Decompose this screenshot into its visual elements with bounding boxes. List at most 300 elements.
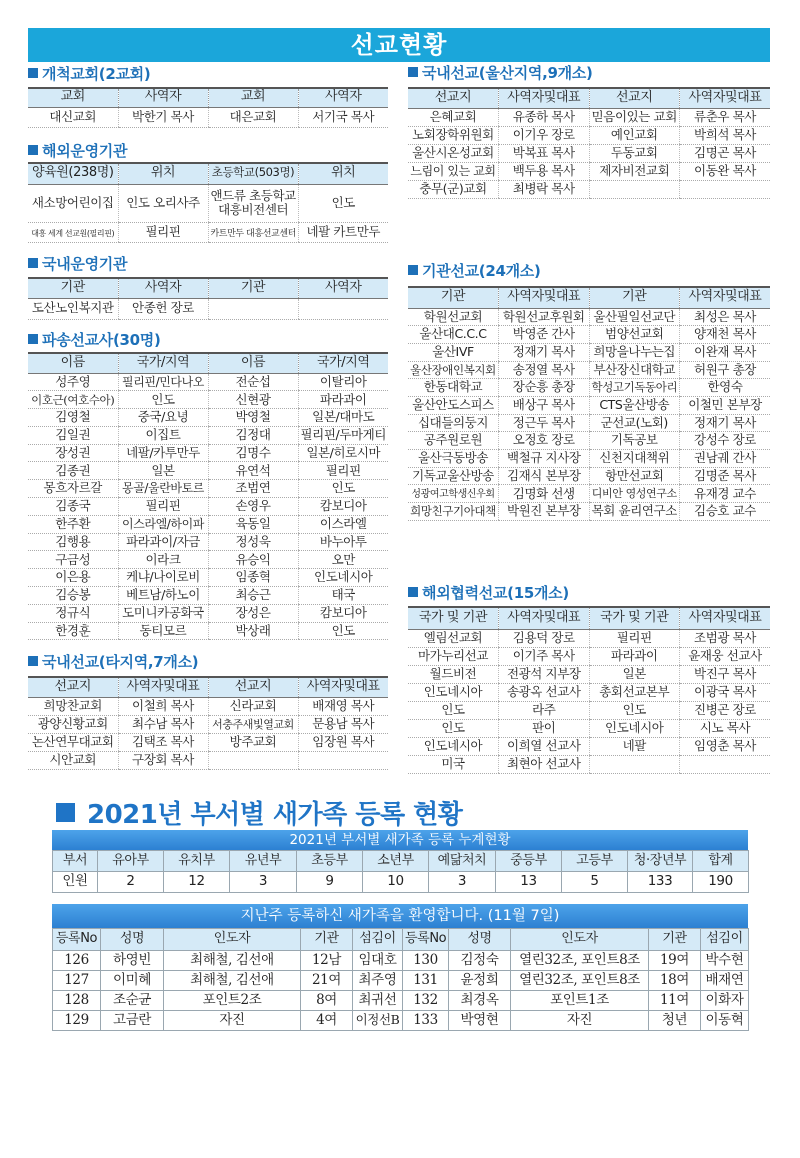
cell-text: 임장원 목사: [312, 733, 375, 749]
cell-text: 울산시온성교회: [412, 144, 494, 160]
header-text: 국가 및 기관: [600, 609, 669, 625]
domestic-missions-ulsan-cell: [589, 144, 680, 162]
institution-missions-cell: [589, 343, 680, 361]
cell-text: 10: [387, 873, 404, 890]
weekly-cell: [511, 991, 649, 1011]
overseas-partners-cell: [408, 647, 499, 665]
weekly-cell: [53, 1011, 101, 1031]
pioneer-churches-column-header: [298, 88, 388, 107]
cell-text: 바누아투: [319, 533, 367, 549]
overseas-partners-heading: [408, 582, 569, 602]
domestic-missions-ulsan-cell: [408, 180, 499, 198]
cell-text: 새소망어린이집: [31, 194, 114, 210]
cell-text: 제자비전교회: [599, 162, 670, 178]
cell-text: 최주영: [358, 971, 397, 988]
domestic-missions-ulsan-cell: [589, 108, 680, 126]
header-text: 성명: [467, 931, 492, 947]
cell-text: 김영철: [55, 409, 91, 425]
cell-text: 백두용 목사: [512, 162, 575, 178]
institution-missions-cell: [680, 432, 771, 450]
cell-text: 인도: [331, 194, 355, 210]
overseas-partners-row: [408, 737, 770, 755]
header-text: 사역자및대표: [507, 289, 581, 305]
overseas-partners-cell: [589, 647, 680, 665]
cell-text: 자진: [219, 1011, 245, 1028]
overseas-partners-row: [408, 701, 770, 719]
weekly-cell: [353, 1011, 403, 1031]
missionaries-cell: [28, 622, 118, 640]
domestic-missions-ulsan-row: [408, 180, 770, 198]
cell-text: 인도: [331, 480, 355, 496]
cell-text: 임대호: [358, 951, 397, 968]
institution-missions-cell: [499, 361, 590, 379]
missionaries-row: [28, 426, 388, 444]
overseas-partners-cell: [589, 719, 680, 737]
header-text: 사역자: [325, 279, 362, 295]
cell-text: 류춘우 목사: [694, 108, 756, 124]
header-text: 등록No: [55, 931, 98, 947]
domestic-missions-ulsan-column-header: [680, 88, 771, 108]
overseas-partners-cell: [499, 683, 590, 701]
domestic-missions-ulsan-row: [408, 108, 770, 126]
header-text: 기관: [60, 279, 85, 295]
header-text: 초등학교(503명): [211, 165, 295, 180]
domestic-missions-other-cell: [118, 751, 208, 769]
header-text: 선교지: [616, 89, 653, 105]
weekly-cell: [53, 991, 101, 1011]
overseas-institutions-table: [28, 162, 388, 243]
cell-text: 정규식: [55, 605, 91, 621]
weekly-cell: [511, 951, 649, 971]
cell-text: 이라크: [145, 551, 181, 567]
domestic-institutions-cell: [298, 298, 388, 319]
cell-text: 군선교(노회): [600, 414, 668, 430]
header-text: 사역자및대표: [688, 609, 762, 625]
cell-text: 최승근: [235, 587, 271, 603]
cell-text: 도산노인복지관: [31, 300, 114, 316]
weekly-cell: [164, 971, 301, 991]
missionaries-header-row: [28, 353, 388, 373]
cell-text: 송광옥 선교사: [506, 683, 581, 699]
domestic-missions-other-cell: [118, 733, 208, 751]
summary-column-header: [297, 851, 363, 872]
cell-text: 이철희 목사: [132, 697, 194, 713]
domestic-institutions-column-header: [298, 278, 388, 298]
institution-missions-cell: [408, 414, 499, 432]
weekly-cell: [353, 971, 403, 991]
weekly-column-header: [701, 929, 749, 951]
cell-text: 하영빈: [113, 951, 151, 968]
cell-text: 19여: [659, 951, 690, 968]
square-bullet-icon: [28, 334, 38, 344]
domestic-missions-ulsan-row: [408, 162, 770, 180]
cell-text: 임영춘 목사: [694, 737, 756, 753]
institution-missions-cell: [499, 503, 590, 521]
cell-text: 믿음이있는 교회: [591, 108, 677, 124]
domestic-institutions-heading: [28, 253, 127, 273]
missionaries-cell: [208, 604, 298, 622]
cell-text: 대흥 세계 선교원(필리핀): [31, 228, 115, 238]
weekly-cell: [53, 971, 101, 991]
summary-cell: [628, 872, 693, 893]
overseas-partners-column-header: [408, 607, 499, 629]
weekly-cell: [164, 951, 301, 971]
summary-column-header: [363, 851, 429, 872]
missionaries-cell: [28, 480, 118, 498]
missionaries-cell: [28, 391, 118, 409]
cell-text: 5: [590, 873, 599, 890]
weekly-cell: [403, 971, 449, 991]
institution-missions-table: [408, 286, 770, 521]
overseas-partners-cell: [589, 629, 680, 647]
missionaries-column-header: [118, 353, 208, 373]
cell-text: 11여: [659, 991, 690, 1008]
section-heading-text: 국내운영기관: [42, 254, 128, 273]
summary-column-header: [230, 851, 297, 872]
cell-text: 한경훈: [55, 622, 91, 638]
institution-missions-cell: [499, 432, 590, 450]
overseas-partners-cell: [589, 665, 680, 683]
weekly-cell: [301, 991, 353, 1011]
overseas-institutions-row: [28, 184, 388, 222]
cell-text: 울산필일선교단: [593, 308, 676, 324]
weekly-title-bar: 지난주 등록하신 새가족을 환영합니다. (11월 7일): [52, 904, 748, 928]
weekly-row: [53, 991, 749, 1011]
square-bullet-icon: [28, 145, 38, 155]
domestic-missions-other-cell: [298, 751, 388, 769]
header-text: 예닮처치: [437, 852, 487, 868]
weekly-cell: [403, 951, 449, 971]
cell-text: 21여: [311, 971, 342, 988]
summary-column-header: [98, 851, 164, 872]
overseas-partners-cell: [499, 647, 590, 665]
overseas-partners-column-header: [589, 607, 680, 629]
cell-text: 판이: [532, 719, 556, 735]
domestic-missions-ulsan-cell: [499, 144, 590, 162]
new-family-weekly-table: [52, 928, 749, 1031]
cell-text: 이미혜: [113, 971, 151, 988]
header-text: 등록No: [405, 931, 447, 947]
cell-text: 박영현: [460, 1011, 499, 1028]
cell-text: 구장회 목사: [132, 751, 194, 767]
header-text: 위치: [150, 165, 176, 181]
domestic-missions-other-column-header: [28, 677, 118, 697]
missionaries-cell: [298, 569, 388, 587]
domestic-missions-ulsan-cell: [408, 108, 499, 126]
overseas-partners-row: [408, 629, 770, 647]
cell-text: 권남궤 간사: [694, 450, 756, 466]
cell-text: 13: [520, 873, 537, 890]
cell-text: 한영숙: [707, 379, 743, 395]
cell-text: 김일권: [55, 427, 91, 443]
cell-text: 라주: [532, 701, 556, 717]
cell-text: 오정호 장로: [512, 432, 575, 448]
domestic-missions-other-cell: [208, 751, 298, 769]
overseas-partners-cell: [680, 719, 771, 737]
cell-text: 131: [413, 971, 438, 988]
summary-column-header: [562, 851, 628, 872]
domestic-institutions-cell: [208, 298, 298, 319]
missionaries-cell: [28, 426, 118, 444]
summary-column-header: [53, 851, 98, 872]
cell-text: 이동완 목사: [694, 162, 756, 178]
cell-text: 박희석 목사: [694, 126, 756, 142]
domestic-missions-other-cell: [118, 697, 208, 715]
cell-text: 필리핀: [616, 629, 652, 645]
cell-text: 전순섭: [235, 373, 271, 389]
institution-missions-cell: [408, 361, 499, 379]
header-text: 국가/지역: [316, 354, 370, 370]
missionaries-column-header: [28, 353, 118, 373]
institution-missions-row: [408, 379, 770, 397]
cell-text: 희망을나누는집: [593, 344, 676, 360]
header-text: 중등부: [510, 852, 547, 868]
overseas-partners-row: [408, 647, 770, 665]
cell-text: 안종헌 장로: [132, 300, 194, 316]
missionaries-cell: [118, 409, 208, 427]
cell-text: 133: [413, 1011, 438, 1028]
institution-missions-cell: [680, 308, 771, 326]
pioneer-churches-cell: [28, 107, 118, 127]
cell-text: 김택조 목사: [132, 733, 194, 749]
header-text: 성명: [119, 931, 145, 947]
pioneer-churches-header-row: [28, 88, 388, 107]
institution-missions-cell: [680, 503, 771, 521]
institution-missions-cell: [408, 343, 499, 361]
overseas-partners-row: [408, 755, 770, 773]
overseas-partners-cell: [680, 683, 771, 701]
section-heading-text: 국내선교(울산지역,9개소): [422, 63, 593, 82]
header-text: 기관: [240, 279, 266, 295]
weekly-cell: [164, 1011, 301, 1031]
cell-text: 울산대C.C.C: [419, 326, 487, 342]
missionaries-row: [28, 409, 388, 427]
institution-missions-cell: [499, 485, 590, 503]
pioneer-churches-column-header: [118, 88, 208, 107]
weekly-column-header: [101, 929, 164, 951]
summary-row: [53, 872, 749, 893]
overseas-partners-cell: [589, 737, 680, 755]
cell-text: 127: [64, 971, 89, 988]
institution-missions-column-header: [408, 287, 499, 308]
cell-text: 백철규 지사장: [506, 450, 581, 466]
cell-text: 김용덕 장로: [512, 629, 575, 645]
weekly-cell: [649, 951, 701, 971]
domestic-missions-ulsan-cell: [680, 180, 771, 198]
cell-text: 포인트1조: [550, 991, 609, 1008]
cell-text: 이철민 본부장: [688, 397, 762, 413]
cell-text: 128: [64, 991, 89, 1008]
cell-text: 베트남/하노이: [126, 587, 200, 603]
header-text: 국가/지역: [136, 354, 190, 370]
domestic-missions-ulsan-cell: [499, 180, 590, 198]
summary-cell: [297, 872, 363, 893]
institution-missions-row: [408, 343, 770, 361]
missionaries-cell: [208, 587, 298, 605]
cell-text: 김정숙: [460, 951, 499, 968]
cell-text: 이탈리아: [319, 373, 367, 389]
section-heading-text: 해외운영기관: [42, 141, 128, 160]
missionaries-column-header: [298, 353, 388, 373]
cell-text: 네팔: [622, 737, 646, 753]
cell-text: 앤드류 초등학교 대흥비전센터: [210, 187, 296, 217]
cell-text: 울산IVF: [432, 344, 474, 360]
header-text: 고등부: [576, 852, 613, 868]
institution-missions-cell: [408, 396, 499, 414]
cell-text: 인도: [331, 622, 355, 638]
domestic-missions-other-table: [28, 676, 388, 770]
institution-missions-cell: [589, 503, 680, 521]
overseas-institutions-cell: [208, 222, 298, 242]
cell-text: 희망친구기아대책: [410, 504, 496, 519]
weekly-cell: [701, 951, 749, 971]
header-text: 사역자: [144, 279, 182, 295]
cell-text: 3: [457, 873, 467, 890]
institution-missions-cell: [680, 326, 771, 344]
overseas-partners-cell: [408, 665, 499, 683]
cell-text: 130: [413, 951, 438, 968]
square-bullet-icon: [408, 587, 418, 597]
header-text: 섬김이: [359, 931, 396, 947]
header-text: 사역자및대표: [126, 678, 200, 694]
overseas-partners-header-row: [408, 607, 770, 629]
missionaries-cell: [298, 480, 388, 498]
header-text: 이름: [240, 354, 266, 370]
institution-missions-cell: [408, 308, 499, 326]
overseas-partners-row: [408, 719, 770, 737]
cell-text: 인도네시아: [314, 569, 373, 585]
header-text: 유년부: [244, 852, 282, 868]
cell-text: 공주원로원: [423, 432, 483, 448]
domestic-institutions-header-row: [28, 278, 388, 298]
cell-text: 인원: [62, 873, 88, 890]
cell-text: 필리핀/민다나오: [122, 374, 204, 389]
domestic-missions-ulsan-cell: [499, 126, 590, 144]
cell-text: 일본/히로시마: [306, 444, 381, 460]
missionaries-cell: [208, 551, 298, 569]
overseas-institutions-column-header: [118, 163, 208, 184]
cell-text: 190: [708, 873, 733, 890]
summary-column-header: [693, 851, 749, 872]
section-heading-text: 해외협력선교(15개소): [422, 583, 569, 602]
weekly-cell: [403, 991, 449, 1011]
missionaries-cell: [28, 604, 118, 622]
institution-missions-cell: [499, 308, 590, 326]
missionaries-heading: [28, 329, 161, 349]
weekly-cell: [511, 971, 649, 991]
overseas-partners-cell: [680, 665, 771, 683]
domestic-missions-ulsan-row: [408, 144, 770, 162]
cell-text: 노회장학위원회: [412, 126, 494, 142]
cell-text: 인도: [622, 701, 646, 717]
cell-text: CTS울산방송: [599, 397, 670, 413]
cell-text: 울산극동방송: [417, 450, 489, 466]
missionaries-cell: [28, 551, 118, 569]
header-text: 선교지: [434, 89, 472, 105]
cell-text: 이스라엘/하이파: [122, 516, 204, 531]
missionaries-row: [28, 462, 388, 480]
cell-text: 장순흥 총장: [512, 379, 575, 395]
pioneer-churches-heading: [28, 63, 150, 83]
overseas-partners-cell: [499, 701, 590, 719]
overseas-partners-cell: [408, 629, 499, 647]
weekly-column-header: [449, 929, 511, 951]
domestic-missions-ulsan-cell: [680, 108, 771, 126]
pioneer-churches-row: [28, 107, 388, 127]
institution-missions-cell: [680, 396, 771, 414]
cell-text: 시안교회: [49, 751, 97, 767]
domestic-missions-ulsan-row: [408, 126, 770, 144]
missionaries-row: [28, 533, 388, 551]
new-family-heading-text: 2021년 부서별 새가족 등록 현황: [87, 799, 463, 830]
cell-text: 부산장신대학교: [593, 361, 676, 377]
cell-text: 김명준 목사: [694, 467, 756, 483]
overseas-institutions-cell: [298, 222, 388, 242]
domestic-missions-other-row: [28, 751, 388, 769]
overseas-partners-row: [408, 665, 770, 683]
overseas-institutions-cell: [118, 184, 208, 222]
missionaries-cell: [118, 391, 208, 409]
overseas-institutions-cell: [28, 184, 118, 222]
cell-text: 네팔 카트만두: [306, 223, 381, 239]
cell-text: 장성권: [55, 444, 91, 460]
header-text: 양육원(238명): [31, 165, 114, 181]
missionaries-cell: [208, 498, 298, 516]
overseas-institutions-heading: [28, 140, 127, 160]
domestic-missions-ulsan-cell: [408, 144, 499, 162]
domestic-missions-ulsan-cell: [408, 162, 499, 180]
institution-missions-column-header: [499, 287, 590, 308]
summary-cell: [562, 872, 628, 893]
missionaries-row: [28, 515, 388, 533]
summary-column-header: [628, 851, 693, 872]
domestic-missions-ulsan-column-header: [408, 88, 499, 108]
cell-text: 십대들의둥지: [417, 414, 489, 430]
domestic-missions-ulsan-column-header: [589, 88, 680, 108]
weekly-column-header: [649, 929, 701, 951]
cell-text: 133: [647, 873, 673, 890]
institution-missions-cell: [680, 379, 771, 397]
overseas-partners-row: [408, 683, 770, 701]
missionaries-cell: [208, 480, 298, 498]
institution-missions-cell: [408, 450, 499, 468]
cell-text: 느림이 있는 교회: [410, 163, 496, 178]
cell-text: 인도네시아: [423, 683, 483, 699]
header-text: 기관: [662, 931, 687, 947]
cell-text: 필리핀: [145, 498, 181, 514]
domestic-institutions-row: [28, 298, 388, 319]
header-text: 기관: [440, 289, 466, 305]
cell-text: 박원진 본부장: [506, 503, 581, 519]
cell-text: 이화자: [705, 991, 744, 1008]
missionaries-row: [28, 498, 388, 516]
weekly-cell: [53, 951, 101, 971]
header-text: 기관: [314, 931, 339, 947]
missionaries-column-header: [208, 353, 298, 373]
cell-text: 김명화 선생: [512, 485, 575, 501]
cell-text: 문용남 목사: [312, 715, 375, 731]
domestic-missions-other-cell: [28, 751, 118, 769]
header-text: 사역자및대표: [507, 89, 581, 105]
institution-missions-row: [408, 503, 770, 521]
cell-text: 이기주 목사: [512, 647, 575, 663]
domestic-missions-ulsan-cell: [408, 126, 499, 144]
cell-text: 배상구 목사: [512, 397, 575, 413]
cell-text: 신현광: [235, 391, 271, 407]
cell-text: 서기국 목사: [312, 108, 375, 124]
institution-missions-row: [408, 308, 770, 326]
overseas-partners-cell: [589, 701, 680, 719]
